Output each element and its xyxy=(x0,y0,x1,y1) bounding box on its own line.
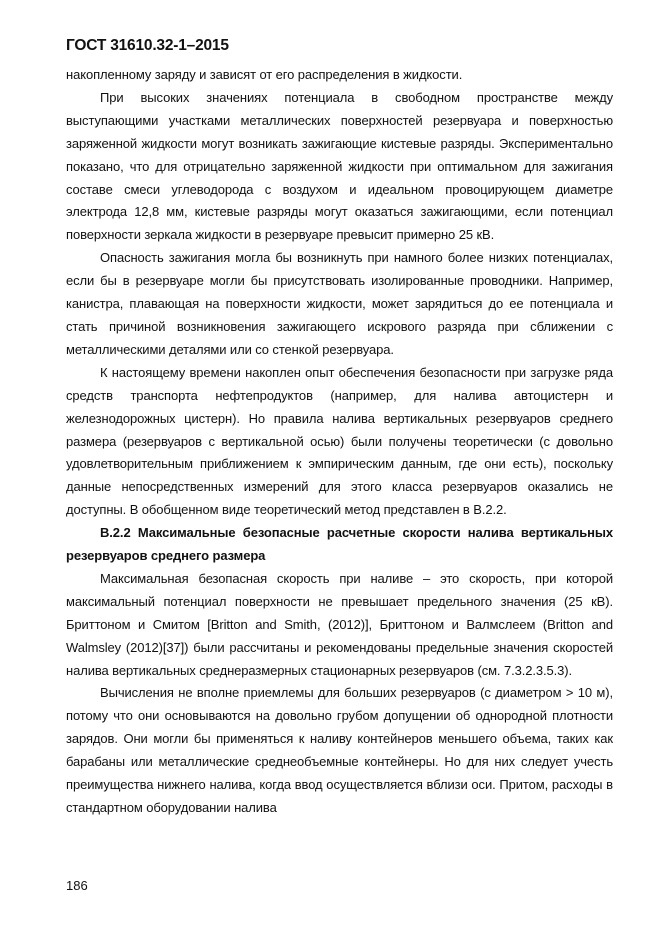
section-heading-b-2-2: В.2.2 Максимальные безопасные расчетные скорости налива вертикальных резервуаров среднего размера xyxy=(66,525,613,564)
page-number: 186 xyxy=(66,878,88,893)
paragraph-isolated-conductors: Опасность зажигания могла бы возникнуть при намного более низких потенциалах, если бы в резервуаре могли бы присутствовать изолированные проводники. Например, канистра, плавающая на поверхности жидкости, может зарядиться до ее потенциала и стать причиной возникновения зажигающего искрового разряда при сближении с металлическими деталями или со стенкой резервуара. xyxy=(66,250,613,357)
document-body xyxy=(66,64,613,820)
paragraph-max-safe-rate: Максимальная безопасная скорость при наливе – это скорость, при которой максимальный потенциал поверхности не превышает предельного значения (25 кВ). Бриттоном и Смитом [Britton and Smith, (2012)], Бриттоном и Валмслеем (Britton and Walmsley (2012)[37]) были рассчитаны и рекомендованы предельные значения скоростей налива вертикальных среднеразмерных стационарных резервуаров (см. 7.3.2.3.5.3). xyxy=(66,570,613,678)
paragraph-continuation: накопленному заряду и зависят от его распределения в жидкости. xyxy=(66,67,463,82)
paragraph-large-tanks: Вычисления не вполне приемлемы для больших резервуаров (с диаметром > 10 м), потому что они основываются на довольно грубом допущении об однородной плотности зарядов. Они могли бы применяться к наливу контейнеров меньшего объема, таких как барабаны или металлические среднеобъемные контейнеры. Но для них следует учесть преимущества нижнего налива, когда ввод осуществляется вблизи оси. Притом, расходы в стандартном оборудовании налива xyxy=(66,685,613,815)
paragraph-filling-experience: К настоящему времени накоплен опыт обеспечения безопасности при загрузке ряда средств транспорта нефтепродуктов (например, для налива автоцистерн и железнодорожных цистерн). Но правила налива вертикальных резервуаров среднего размера (резервуаров с вертикальной осью) были получены теоретически (с довольно удовлетворительным приближением к эмпирическим данным, где они есть), поскольку данные непосредственных измерений для этого класса резервуаров оказались не доступны. В обобщенном виде теоретический метод представлен в В.2.2. xyxy=(66,364,613,518)
document-code-header: ГОСТ 31610.32-1–2015 xyxy=(66,37,229,54)
paragraph-brush-discharges: При высоких значениях потенциала в свободном пространстве между выступающими участками металлических поверхностей резервуара и поверхностью заряженной жидкости могут возникать зажигающие кистевые разряды. Экспериментально показано, что для отрицательно заряженной жидкости при оптимальном для зажигания составе смеси углеводорода с воздухом и идеальном провоцирующем диаметре электрода 12,8 мм, кистевые разряды могут оказаться зажигающими, если потенциал поверхности зеркала жидкости в резервуаре превысит примерно 25 кВ. xyxy=(66,89,613,243)
